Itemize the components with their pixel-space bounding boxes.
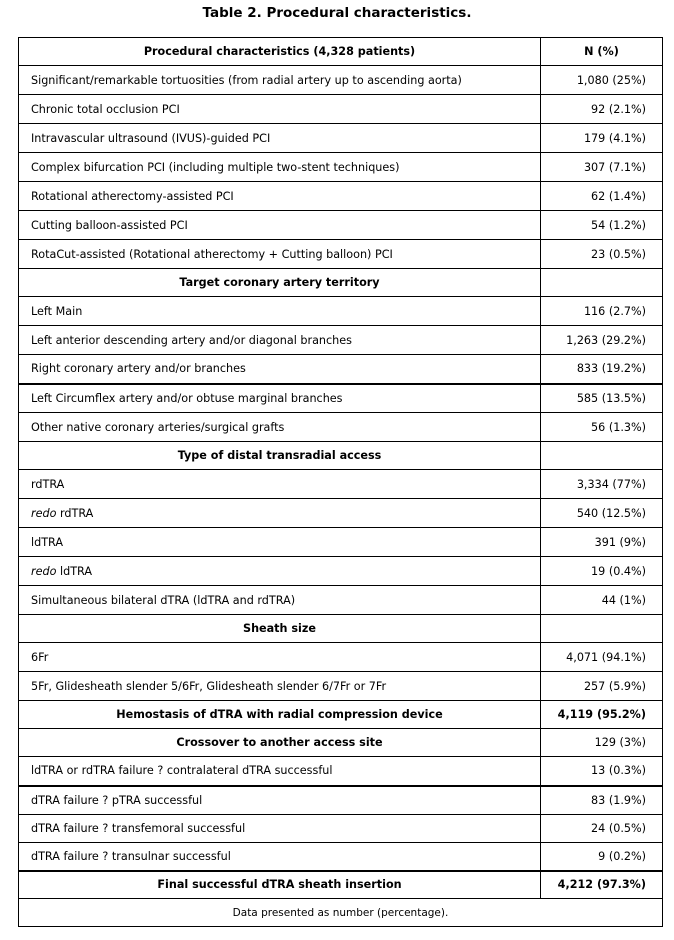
row-value: 3,334 (77%) [541, 470, 663, 499]
section-heading: Hemostasis of dTRA with radial compression device [19, 701, 541, 729]
row-label: dTRA failure ? pTRA successful [19, 786, 541, 815]
header-label: Procedural characteristics (4,328 patients) [19, 38, 541, 66]
hemostasis-row [19, 701, 663, 729]
row-value: 54 (1.2%) [541, 211, 663, 240]
table-row [19, 182, 663, 211]
redo-italic: redo [31, 564, 57, 578]
row-label: dTRA failure ? transulnar successful [19, 843, 541, 871]
section-heading: Sheath size [19, 615, 541, 643]
row-label: dTRA failure ? transfemoral successful [19, 815, 541, 843]
row-label: Chronic total occlusion PCI [19, 95, 541, 124]
table-row [19, 211, 663, 240]
row-value: 1,263 (29.2%) [541, 326, 663, 355]
row-value: 307 (7.1%) [541, 153, 663, 182]
table-row [19, 124, 663, 153]
row-label: 6Fr [19, 643, 541, 672]
row-value: 92 (2.1%) [541, 95, 663, 124]
table-row [19, 757, 663, 786]
row-label: Rotational atherectomy-assisted PCI [19, 182, 541, 211]
row-value: 4,212 (97.3%) [541, 871, 663, 899]
table-row [19, 499, 663, 528]
row-label-text: ldTRA [56, 564, 93, 578]
section-row-sheath-size [19, 615, 663, 643]
row-label: Other native coronary arteries/surgical grafts [19, 413, 541, 442]
row-value: 116 (2.7%) [541, 297, 663, 326]
row-value: 129 (3%) [541, 729, 663, 757]
table-row [19, 528, 663, 557]
table-row [19, 95, 663, 124]
table-row [19, 672, 663, 701]
table-row [19, 557, 663, 586]
row-value: 179 (4.1%) [541, 124, 663, 153]
procedural-characteristics-table [18, 37, 663, 927]
row-value: 4,071 (94.1%) [541, 643, 663, 672]
table-title: Table 2. Procedural characteristics. [202, 5, 472, 21]
row-value: 9 (0.2%) [541, 843, 663, 871]
row-value: 4,119 (95.2%) [541, 701, 663, 729]
crossover-row [19, 729, 663, 757]
row-label: Left Circumflex artery and/or obtuse marginal branches [19, 384, 541, 413]
row-label-text: rdTRA [56, 506, 94, 520]
row-value: 19 (0.4%) [541, 557, 663, 586]
row-value [541, 269, 663, 297]
row-label: Simultaneous bilateral dTRA (ldTRA and rdTRA) [19, 586, 541, 615]
row-value: 540 (12.5%) [541, 499, 663, 528]
redo-italic: redo [31, 506, 57, 520]
row-value: 56 (1.3%) [541, 413, 663, 442]
row-label: Left anterior descending artery and/or diagonal branches [19, 326, 541, 355]
table-row [19, 240, 663, 269]
table-row [19, 326, 663, 355]
row-label: Cutting balloon-assisted PCI [19, 211, 541, 240]
table-row [19, 355, 663, 384]
row-value: 24 (0.5%) [541, 815, 663, 843]
row-value: 62 (1.4%) [541, 182, 663, 211]
row-label: ldTRA or rdTRA failure ? contralateral dTRA successful [19, 757, 541, 786]
section-heading: Crossover to another access site [19, 729, 541, 757]
table-row [19, 297, 663, 326]
table-row [19, 586, 663, 615]
footnote-row [19, 899, 663, 927]
row-value: 44 (1%) [541, 586, 663, 615]
row-label [19, 499, 541, 528]
row-label: Left Main [19, 297, 541, 326]
table-row [19, 384, 663, 413]
row-value: 83 (1.9%) [541, 786, 663, 815]
final-success-row [19, 871, 663, 899]
row-value: 391 (9%) [541, 528, 663, 557]
section-heading: Target coronary artery territory [19, 269, 541, 297]
table-row [19, 643, 663, 672]
row-value [541, 442, 663, 470]
section-row-access-type [19, 442, 663, 470]
row-value: 13 (0.3%) [541, 757, 663, 786]
row-label: Intravascular ultrasound (IVUS)-guided PCI [19, 124, 541, 153]
table-row [19, 66, 663, 95]
row-label: Significant/remarkable tortuosities (from radial artery up to ascending aorta) [19, 66, 541, 95]
row-value: 257 (5.9%) [541, 672, 663, 701]
row-label: Right coronary artery and/or branches [19, 355, 541, 384]
row-label: rdTRA [19, 470, 541, 499]
row-value: 833 (19.2%) [541, 355, 663, 384]
table-row [19, 815, 663, 843]
table-row [19, 470, 663, 499]
table-row [19, 413, 663, 442]
section-row-target-territory [19, 269, 663, 297]
row-label: RotaCut-assisted (Rotational atherectomy + Cutting balloon) PCI [19, 240, 541, 269]
row-label: 5Fr, Glidesheath slender 5/6Fr, Glidesheath slender 6/7Fr or 7Fr [19, 672, 541, 701]
table-header-row [19, 38, 663, 66]
row-label [19, 557, 541, 586]
section-heading: Final successful dTRA sheath insertion [19, 871, 541, 899]
table-row [19, 786, 663, 815]
row-label: ldTRA [19, 528, 541, 557]
row-value: 23 (0.5%) [541, 240, 663, 269]
row-label: Complex bifurcation PCI (including multiple two-stent techniques) [19, 153, 541, 182]
header-value: N (%) [541, 38, 663, 66]
footnote: Data presented as number (percentage). [19, 899, 663, 927]
table-row [19, 843, 663, 871]
table-row [19, 153, 663, 182]
row-value [541, 615, 663, 643]
row-value: 585 (13.5%) [541, 384, 663, 413]
section-heading: Type of distal transradial access [19, 442, 541, 470]
row-value: 1,080 (25%) [541, 66, 663, 95]
